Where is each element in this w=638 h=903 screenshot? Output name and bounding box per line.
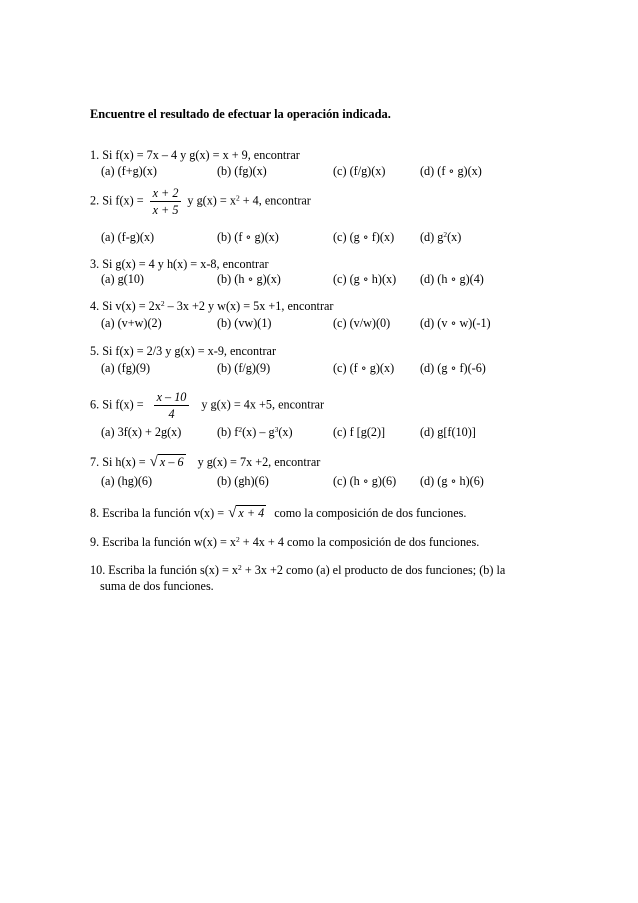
problem-4-text-pre: 4. Si v(x) = 2x	[90, 299, 161, 313]
option-b-mid: (x) – g	[242, 425, 275, 439]
problem-5-option-d: (d) (g ∘ f)(-6)	[420, 361, 486, 375]
problem-10-continuation: suma de dos funciones.	[100, 579, 214, 593]
option-d-text: (d) g	[420, 230, 444, 244]
fraction-denominator: 4	[168, 407, 175, 422]
problem-6-option-a: (a) 3f(x) + 2g(x)	[101, 425, 182, 439]
instructions-heading: Encuentre el resultado de efectuar la operación indicada.	[90, 107, 391, 121]
problem-1-option-c: (c) (f/g)(x)	[333, 164, 386, 178]
problem-1-option-a: (a) (f+g)(x)	[101, 164, 157, 178]
problem-5-option-b: (b) (f/g)(9)	[217, 361, 271, 375]
problem-6-text-pre: 6. Si f(x) =	[90, 397, 144, 412]
option-b-exponent-2: 3	[274, 425, 279, 434]
problem-4-statement	[90, 300, 333, 312]
square-root	[150, 455, 186, 470]
problem-3-option-c: (c) (g ∘ h)(x)	[333, 272, 397, 286]
option-b-text: (b) f	[217, 425, 239, 439]
problem-7-option-a: (a) (hg)(6)	[101, 474, 153, 488]
problem-9-text-post: + 4x + 4 como la composición de dos funciones.	[239, 535, 480, 549]
fraction-numerator: x + 2	[150, 186, 182, 202]
problem-1-statement	[90, 149, 300, 161]
problem-1-text: 1. Si f(x) = 7x – 4 y g(x) = x + 9, encontrar	[90, 148, 300, 162]
problem-7-text-post: y g(x) = 7x +2, encontrar	[197, 455, 321, 469]
problem-3-option-a: (a) g(10)	[101, 272, 144, 286]
radicand: x – 6	[159, 455, 184, 469]
radical-sign-icon: √	[149, 454, 158, 470]
problem-7-text-pre: 7. Si h(x) =	[90, 455, 146, 469]
problem-8-text-pre: 8. Escriba la función v(x) =	[90, 506, 225, 520]
problem-2-option-d	[420, 231, 461, 243]
problem-6-fraction	[154, 390, 190, 421]
option-b-exponent-1: 2	[238, 425, 243, 434]
problem-4-option-c: (c) (v/w)(0)	[333, 316, 391, 330]
problem-5-text: 5. Si f(x) = 2/3 y g(x) = x-9, encontrar	[90, 344, 277, 358]
problem-7-option-d: (d) (g ∘ h)(6)	[420, 474, 484, 488]
problem-4-option-b: (b) (vw)(1)	[217, 316, 272, 330]
problem-2-option-b: (b) (f ∘ g)(x)	[217, 230, 279, 244]
problem-5-option-a: (a) (fg)(9)	[101, 361, 151, 375]
option-b-end: (x)	[278, 425, 293, 439]
problem-2-statement	[90, 186, 311, 217]
problem-6-option-c: (c) f [g(2)]	[333, 425, 386, 439]
square-root	[228, 506, 266, 521]
problem-4-option-d: (d) (v ∘ w)(-1)	[420, 316, 491, 330]
problem-9-text-pre: 9. Escriba la función w(x) = x	[90, 535, 236, 549]
problem-2-exponent: 2	[235, 193, 240, 203]
problem-3-option-b: (b) (h ∘ g)(x)	[217, 272, 281, 286]
problem-8-text-post: como la composición de dos funciones.	[274, 506, 467, 520]
problem-2-text-pre: 2. Si f(x) =	[90, 193, 144, 208]
option-d-exponent: 2	[443, 230, 448, 239]
problem-10-text-pre: 10. Escriba la función s(x) = x	[90, 563, 239, 577]
option-d-arg: (x)	[447, 230, 462, 244]
problem-2-fraction	[150, 186, 182, 217]
fraction-numerator: x – 10	[154, 390, 190, 406]
problem-2-option-c: (c) (g ∘ f)(x)	[333, 230, 395, 244]
problem-2-text-end: + 4, encontrar	[239, 193, 311, 208]
problem-10-statement	[90, 564, 505, 576]
problem-10-text-post: + 3x +2 como (a) el producto de dos funciones; (b) la	[241, 563, 506, 577]
problem-3-statement	[90, 258, 269, 270]
fraction-denominator: x + 5	[152, 203, 179, 218]
problem-4-exponent: 2	[160, 299, 165, 308]
problem-5-option-c: (c) (f ∘ g)(x)	[333, 361, 395, 375]
problem-3-option-d: (d) (h ∘ g)(4)	[420, 272, 484, 286]
problem-7-option-c: (c) (h ∘ g)(6)	[333, 474, 397, 488]
problem-4-option-a: (a) (v+w)(2)	[101, 316, 162, 330]
problem-9-statement	[90, 536, 479, 548]
problem-5-statement	[90, 345, 276, 357]
problem-3-text: 3. Si g(x) = 4 y h(x) = x-8, encontrar	[90, 257, 269, 271]
problem-2-option-a: (a) (f-g)(x)	[101, 230, 155, 244]
problem-8-statement	[90, 506, 466, 521]
problem-1-option-b: (b) (fg)(x)	[217, 164, 267, 178]
problem-2-text-post: y g(x) = x	[187, 193, 236, 208]
problem-4-text-post: – 3x +2 y w(x) = 5x +1, encontrar	[164, 299, 334, 313]
problem-6-option-d: (d) g[f(10)]	[420, 425, 476, 439]
radicand: x + 4	[238, 506, 265, 520]
problem-10-exponent: 2	[238, 563, 242, 572]
problem-6-option-b	[217, 426, 293, 438]
problem-1-option-d: (d) (f ∘ g)(x)	[420, 164, 482, 178]
radical-sign-icon: √	[228, 505, 237, 521]
problem-7-option-b: (b) (gh)(6)	[217, 474, 269, 488]
problem-7-statement	[90, 455, 320, 470]
problem-6-statement	[90, 390, 324, 421]
problem-6-text-post: y g(x) = 4x +5, encontrar	[201, 397, 325, 412]
problem-9-exponent: 2	[235, 535, 240, 544]
